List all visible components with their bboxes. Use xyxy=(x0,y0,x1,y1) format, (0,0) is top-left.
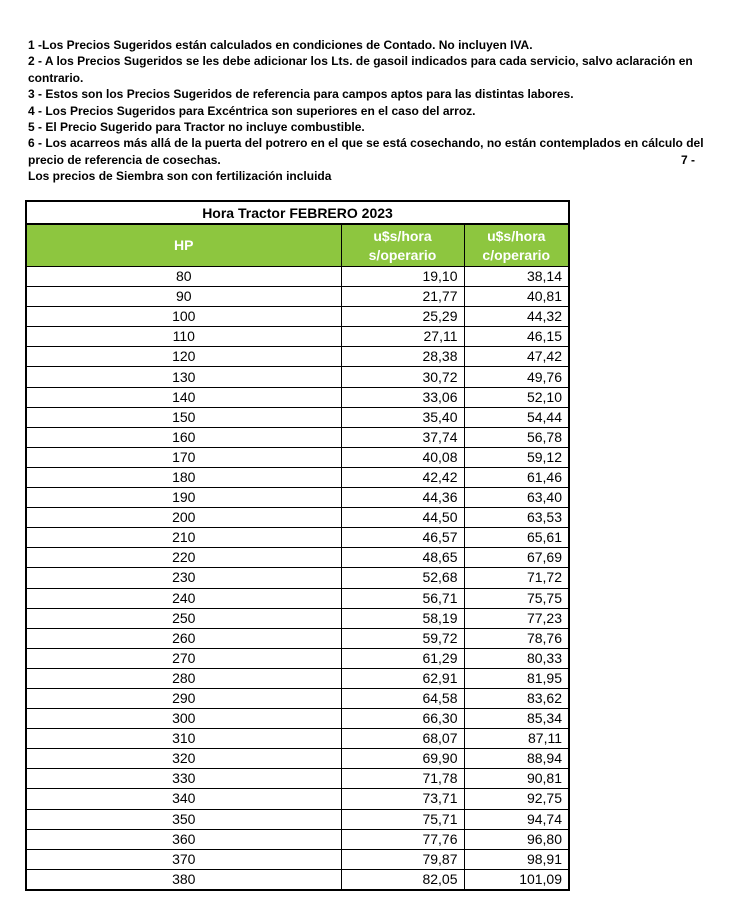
table-row xyxy=(26,729,569,749)
price-sin-operario-cell: 48,65 xyxy=(341,548,464,568)
hp-cell: 180 xyxy=(26,467,341,487)
price-sin-operario-cell: 44,50 xyxy=(341,508,464,528)
price-sin-operario-cell: 40,08 xyxy=(341,447,464,467)
header-sin-operario xyxy=(341,224,464,267)
price-con-operario-cell: 65,61 xyxy=(464,528,569,548)
table-body xyxy=(26,267,569,890)
table-row xyxy=(26,387,569,407)
price-con-operario-cell: 46,15 xyxy=(464,327,569,347)
price-sin-operario-cell: 21,77 xyxy=(341,287,464,307)
table-row xyxy=(26,709,569,729)
hp-cell: 220 xyxy=(26,548,341,568)
table-row xyxy=(26,628,569,648)
table-row xyxy=(26,769,569,789)
price-sin-operario-cell: 30,72 xyxy=(341,367,464,387)
table-row xyxy=(26,467,569,487)
note-1: 1 -Los Precios Sugeridos están calculados en condiciones de Contado. No incluyen IVA. xyxy=(28,38,533,52)
price-sin-operario-cell: 33,06 xyxy=(341,387,464,407)
price-con-operario-cell: 40,81 xyxy=(464,287,569,307)
table-row xyxy=(26,749,569,769)
price-con-operario-cell: 63,53 xyxy=(464,508,569,528)
table-row xyxy=(26,849,569,869)
hp-cell: 290 xyxy=(26,688,341,708)
hp-cell: 230 xyxy=(26,568,341,588)
price-con-operario-cell: 77,23 xyxy=(464,608,569,628)
table-row xyxy=(26,347,569,367)
price-sin-operario-cell: 59,72 xyxy=(341,628,464,648)
price-con-operario-cell: 83,62 xyxy=(464,688,569,708)
price-sin-operario-cell: 28,38 xyxy=(341,347,464,367)
price-con-operario-cell: 67,69 xyxy=(464,548,569,568)
hp-cell: 80 xyxy=(26,267,341,287)
hp-cell: 270 xyxy=(26,648,341,668)
price-con-operario-cell: 90,81 xyxy=(464,769,569,789)
note-7-number: 7 - xyxy=(681,152,696,167)
table-row xyxy=(26,287,569,307)
price-con-operario-cell: 63,40 xyxy=(464,488,569,508)
hp-cell: 300 xyxy=(26,709,341,729)
table-row xyxy=(26,307,569,327)
table-row xyxy=(26,548,569,568)
price-sin-operario-cell: 61,29 xyxy=(341,648,464,668)
price-con-operario-cell: 101,09 xyxy=(464,869,569,890)
table-row xyxy=(26,869,569,890)
price-con-operario-cell: 80,33 xyxy=(464,648,569,668)
price-sin-operario-cell: 46,57 xyxy=(341,528,464,548)
note-5: 5 - El Precio Sugerido para Tractor no incluye combustible. xyxy=(28,120,365,135)
table-row xyxy=(26,488,569,508)
price-sin-operario-cell: 69,90 xyxy=(341,749,464,769)
header-sin-line1: u$s/hora xyxy=(373,227,432,244)
price-sin-operario-cell: 19,10 xyxy=(341,267,464,287)
hp-cell: 320 xyxy=(26,749,341,769)
table-row xyxy=(26,447,569,467)
table-row xyxy=(26,789,569,809)
hp-cell: 130 xyxy=(26,367,341,387)
table-row xyxy=(26,648,569,668)
hp-cell: 380 xyxy=(26,869,341,890)
header-hp: HP xyxy=(26,224,341,267)
hp-cell: 170 xyxy=(26,447,341,467)
hp-cell: 150 xyxy=(26,407,341,427)
price-con-operario-cell: 38,14 xyxy=(464,267,569,287)
price-con-operario-cell: 59,12 xyxy=(464,447,569,467)
price-sin-operario-cell: 68,07 xyxy=(341,729,464,749)
table-row xyxy=(26,508,569,528)
price-con-operario-cell: 61,46 xyxy=(464,467,569,487)
table-row xyxy=(26,427,569,447)
price-sin-operario-cell: 73,71 xyxy=(341,789,464,809)
price-sin-operario-cell: 35,40 xyxy=(341,407,464,427)
price-sin-operario-cell: 71,78 xyxy=(341,769,464,789)
header-con-operario xyxy=(464,224,569,267)
table-row xyxy=(26,367,569,387)
price-con-operario-cell: 54,44 xyxy=(464,407,569,427)
price-con-operario-cell: 92,75 xyxy=(464,789,569,809)
table-row xyxy=(26,568,569,588)
hp-cell: 120 xyxy=(26,347,341,367)
price-sin-operario-cell: 82,05 xyxy=(341,869,464,890)
tractor-hour-table xyxy=(25,200,570,891)
price-con-operario-cell: 52,10 xyxy=(464,387,569,407)
header-con-line1: u$s/hora xyxy=(487,227,546,244)
price-sin-operario-cell: 56,71 xyxy=(341,588,464,608)
price-sin-operario-cell: 64,58 xyxy=(341,688,464,708)
hp-cell: 310 xyxy=(26,729,341,749)
table-row xyxy=(26,407,569,427)
note-6: 6 - Los acarreos más allá de la puerta del potrero en el que se está cosechando, no están contemplados en cálculo del precio de referencia de cosechas. xyxy=(28,136,704,167)
hp-cell: 370 xyxy=(26,849,341,869)
hp-cell: 260 xyxy=(26,628,341,648)
table-row xyxy=(26,588,569,608)
price-con-operario-cell: 49,76 xyxy=(464,367,569,387)
price-sin-operario-cell: 75,71 xyxy=(341,809,464,829)
table-row xyxy=(26,809,569,829)
price-sin-operario-cell: 52,68 xyxy=(341,568,464,588)
price-con-operario-cell: 47,42 xyxy=(464,347,569,367)
hp-cell: 190 xyxy=(26,488,341,508)
price-sin-operario-cell: 79,87 xyxy=(341,849,464,869)
hp-cell: 100 xyxy=(26,307,341,327)
price-con-operario-cell: 71,72 xyxy=(464,568,569,588)
price-sin-operario-cell: 58,19 xyxy=(341,608,464,628)
price-con-operario-cell: 87,11 xyxy=(464,729,569,749)
table-row xyxy=(26,829,569,849)
header-sin-line2: s/operario xyxy=(368,246,437,263)
header-con-line2: c/operario xyxy=(482,246,551,263)
note-2: 2 - A los Precios Sugeridos se les debe adicionar los Lts. de gasoil indicados para cada servicio, salvo aclaración en contrario. xyxy=(28,54,693,85)
table-row xyxy=(26,608,569,628)
notes-block xyxy=(28,37,728,185)
price-sin-operario-cell: 27,11 xyxy=(341,327,464,347)
price-con-operario-cell: 98,91 xyxy=(464,849,569,869)
price-con-operario-cell: 56,78 xyxy=(464,427,569,447)
hp-cell: 200 xyxy=(26,508,341,528)
hp-cell: 250 xyxy=(26,608,341,628)
table-row xyxy=(26,668,569,688)
hp-cell: 240 xyxy=(26,588,341,608)
hp-cell: 360 xyxy=(26,829,341,849)
table-row xyxy=(26,688,569,708)
price-con-operario-cell: 96,80 xyxy=(464,829,569,849)
price-con-operario-cell: 78,76 xyxy=(464,628,569,648)
note-7: Los precios de Siembra son con fertilización incluida xyxy=(28,169,332,184)
price-con-operario-cell: 75,75 xyxy=(464,588,569,608)
price-con-operario-cell: 85,34 xyxy=(464,709,569,729)
tractor-hour-table-wrapper xyxy=(25,200,568,891)
hp-cell: 140 xyxy=(26,387,341,407)
price-sin-operario-cell: 44,36 xyxy=(341,488,464,508)
note-4: 4 - Los Precios Sugeridos para Excéntrica son superiores en el caso del arroz. xyxy=(28,103,476,118)
price-sin-operario-cell: 42,42 xyxy=(341,467,464,487)
hp-cell: 330 xyxy=(26,769,341,789)
table-row xyxy=(26,267,569,287)
price-sin-operario-cell: 77,76 xyxy=(341,829,464,849)
price-sin-operario-cell: 25,29 xyxy=(341,307,464,327)
price-con-operario-cell: 94,74 xyxy=(464,809,569,829)
hp-cell: 210 xyxy=(26,528,341,548)
price-sin-operario-cell: 66,30 xyxy=(341,709,464,729)
note-3: 3 - Estos son los Precios Sugeridos de referencia para campos aptos para las distintas labores. xyxy=(28,87,574,102)
hp-cell: 350 xyxy=(26,809,341,829)
hp-cell: 110 xyxy=(26,327,341,347)
hp-cell: 280 xyxy=(26,668,341,688)
table-row xyxy=(26,528,569,548)
price-con-operario-cell: 81,95 xyxy=(464,668,569,688)
table-row xyxy=(26,327,569,347)
hp-cell: 160 xyxy=(26,427,341,447)
hp-cell: 90 xyxy=(26,287,341,307)
hp-cell: 340 xyxy=(26,789,341,809)
price-sin-operario-cell: 37,74 xyxy=(341,427,464,447)
price-con-operario-cell: 88,94 xyxy=(464,749,569,769)
price-con-operario-cell: 44,32 xyxy=(464,307,569,327)
price-sin-operario-cell: 62,91 xyxy=(341,668,464,688)
table-title: Hora Tractor FEBRERO 2023 xyxy=(26,201,569,224)
